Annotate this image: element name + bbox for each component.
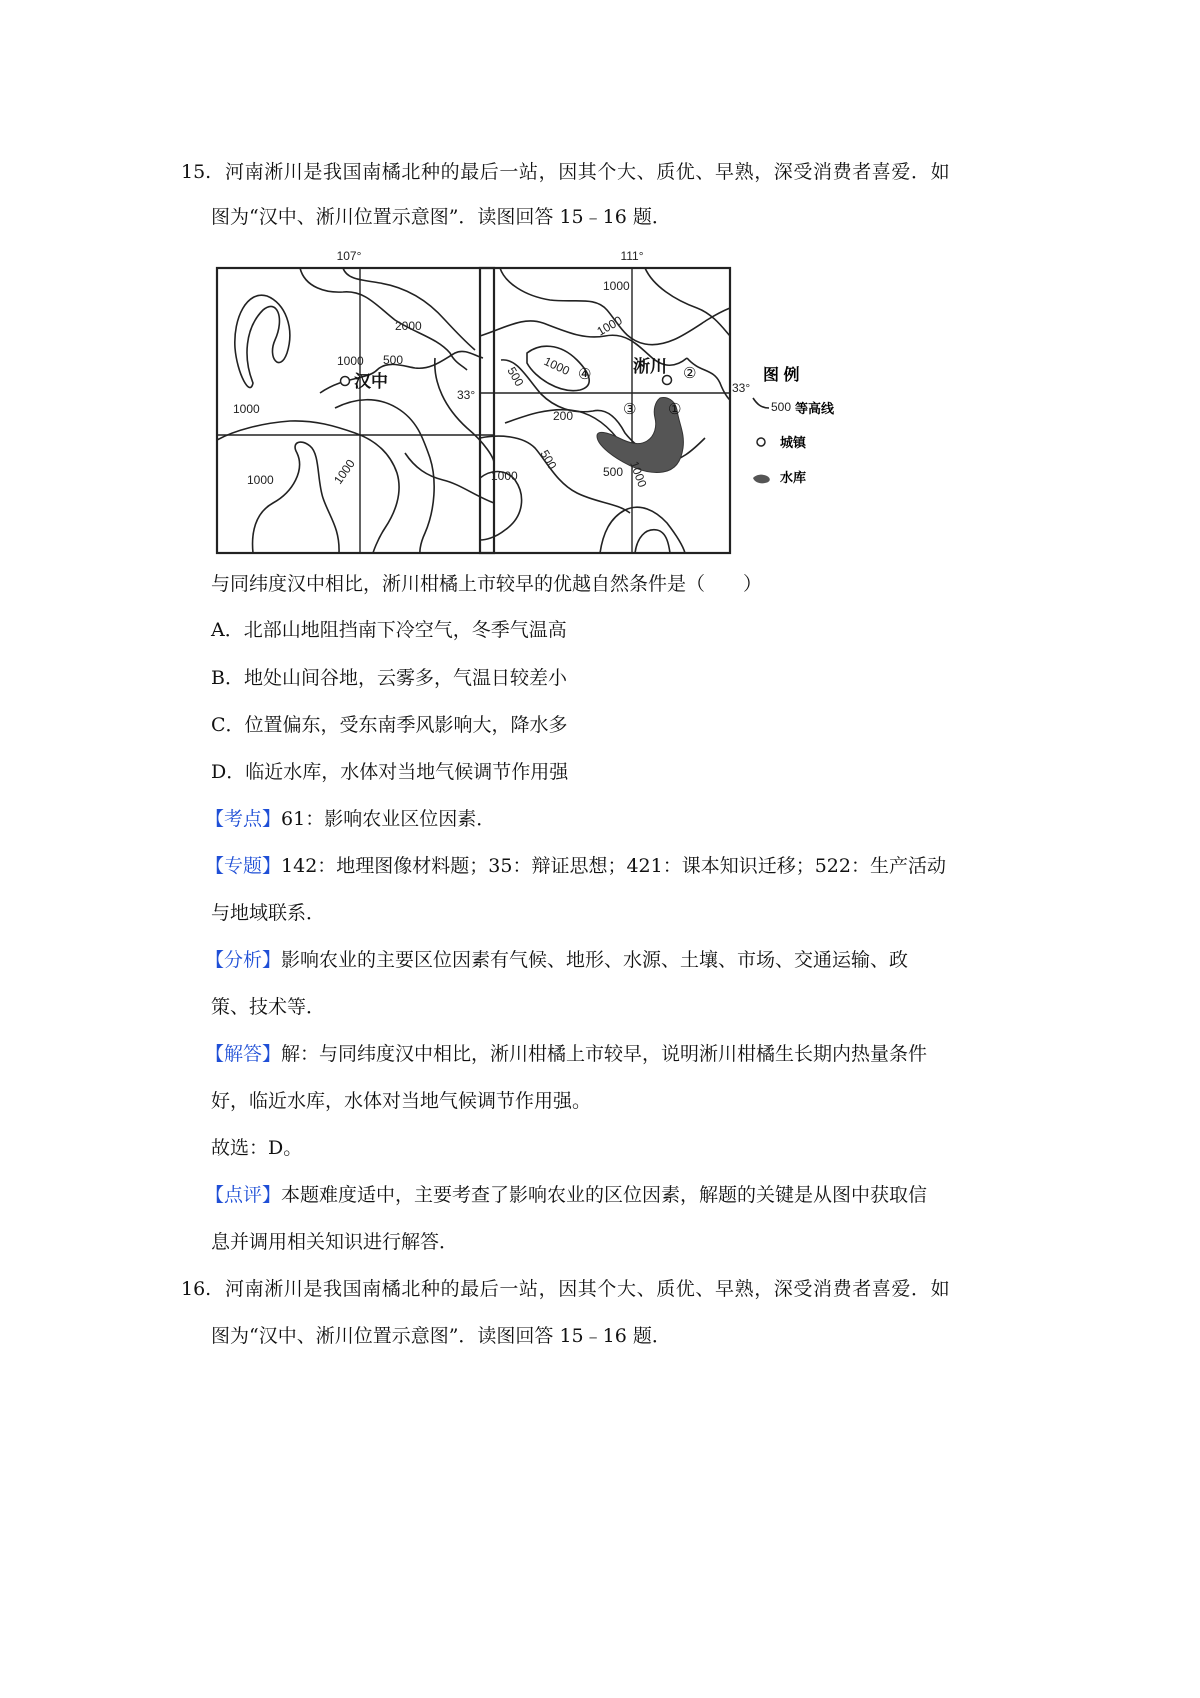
right-label-1000-d: 1000 bbox=[491, 469, 518, 483]
q16-number: 16. bbox=[181, 1278, 212, 1300]
right-contour-1000-topright bbox=[645, 268, 730, 336]
left-label-1000-c: 1000 bbox=[247, 473, 274, 487]
q15-question: 与同纬度汉中相比，淅川柑橘上市较早的优越自然条件是（ ） bbox=[211, 573, 763, 595]
q15-option-d: D．临近水库，水体对当地气候调节作用强 bbox=[211, 761, 569, 783]
right-label-500-b: 500 bbox=[537, 447, 560, 472]
kaodian-tag: 【考点】 bbox=[205, 808, 282, 830]
legend-reservoir-label: 水库 bbox=[780, 470, 807, 485]
legend-town-icon bbox=[757, 438, 765, 446]
left-label-500: 500 bbox=[383, 353, 404, 367]
legend-reservoir-icon bbox=[753, 475, 770, 484]
q15-number: 15. bbox=[181, 161, 212, 183]
right-label-1000-c: 1000 bbox=[541, 354, 572, 379]
q15-option-a: A．北部山地阻挡南下冷空气，冬季气温高 bbox=[211, 619, 567, 641]
legend-contour-label: 等高线 bbox=[795, 401, 835, 416]
hanzhong-label: 汉中 bbox=[354, 372, 388, 391]
right-label-1000-a: 1000 bbox=[603, 279, 630, 293]
marker-3: ③ bbox=[623, 401, 637, 418]
jieda-text-line1: 解：与同纬度汉中相比，淅川柑橘上市较早，说明淅川柑橘生长期内热量条件 bbox=[281, 1043, 928, 1065]
kaodian-text: 61：影响农业区位因素． bbox=[281, 808, 496, 830]
xichuan-town-icon bbox=[663, 376, 672, 385]
left-longitude-label: 107° bbox=[336, 249, 362, 263]
right-label-500-a: 500 bbox=[504, 364, 527, 389]
q16-stem-line2: 图为“汉中、淅川位置示意图”．读图回答 15﹣16 题． bbox=[211, 1325, 671, 1347]
jieda-text-line2: 好，临近水库，水体对当地气候调节作用强。 bbox=[211, 1090, 592, 1112]
left-label-2000: 2000 bbox=[395, 319, 422, 333]
q15-option-b: B．地处山间谷地，云雾多，气温日较差小 bbox=[211, 667, 567, 689]
dianping-section bbox=[205, 1181, 927, 1209]
marker-4: ④ bbox=[578, 366, 592, 383]
fenxi-text-line1: 影响农业的主要区位因素有气候、地形、水源、土壤、市场、交通运输、政 bbox=[281, 949, 909, 971]
dianping-text-line1: 本题难度适中，主要考查了影响农业的区位因素，解题的关键是从图中获取信 bbox=[281, 1184, 928, 1206]
jieda-section bbox=[205, 1040, 927, 1068]
hanzhong-town-icon bbox=[341, 377, 350, 386]
xichuan-map bbox=[457, 249, 750, 553]
left-label-1000-a: 1000 bbox=[337, 354, 364, 368]
right-contour-500-c bbox=[600, 507, 685, 553]
left-label-1000-d: 1000 bbox=[330, 456, 358, 487]
q15-stem-line1: 河南淅川是我国南橘北种的最后一站，因其个大、质优、早熟，深受消费者喜爱．如 bbox=[225, 161, 951, 183]
legend-contour-value: 500 bbox=[771, 400, 792, 414]
location-map-figure bbox=[205, 248, 905, 560]
legend-contour-icon bbox=[753, 398, 769, 408]
zhuanti-text-line1: 142：地理图像材料题；35：辩证思想；421：课本知识迁移；522：生产活动 bbox=[281, 855, 946, 877]
right-label-1000-b: 1000 bbox=[594, 313, 625, 339]
map-legend bbox=[753, 365, 835, 485]
left-contour-closed bbox=[235, 295, 290, 387]
marker-2: ② bbox=[683, 365, 697, 382]
zhuanti-tag: 【专题】 bbox=[205, 855, 282, 877]
q16-stem-line1: 河南淅川是我国南橘北种的最后一站，因其个大、质优、早熟，深受消费者喜爱．如 bbox=[225, 1278, 951, 1300]
hanzhong-map bbox=[217, 249, 494, 553]
right-label-1000-e: 1000 bbox=[627, 459, 650, 490]
right-latitude-label-right: 33° bbox=[732, 381, 751, 395]
q15-stem-line2: 图为“汉中、淅川位置示意图”．读图回答 15﹣16 题． bbox=[211, 206, 671, 228]
left-contour-500 bbox=[435, 358, 494, 463]
right-latitude-label-left: 33° bbox=[457, 388, 476, 402]
fenxi-tag: 【分析】 bbox=[205, 949, 282, 971]
q15-option-c: C．位置偏东，受东南季风影响大，降水多 bbox=[211, 714, 568, 736]
left-contour-1000-bottom bbox=[253, 442, 340, 553]
zhuanti-section bbox=[205, 852, 946, 880]
right-label-500-c: 500 bbox=[603, 465, 624, 479]
legend-town-label: 城镇 bbox=[780, 435, 807, 450]
left-label-1000-b: 1000 bbox=[233, 402, 260, 416]
legend-title: 图 例 bbox=[763, 367, 800, 384]
answer-text: 故选：D。 bbox=[211, 1137, 303, 1159]
right-longitude-label: 111° bbox=[620, 249, 644, 263]
left-contour-2000-b bbox=[343, 268, 475, 350]
right-contour-1000-bottom bbox=[635, 530, 670, 553]
left-contour-1000-mid bbox=[217, 421, 399, 553]
fenxi-text-line2: 策、技术等． bbox=[211, 996, 326, 1018]
dianping-text-line2: 息并调用相关知识进行解答． bbox=[211, 1231, 459, 1253]
dianping-tag: 【点评】 bbox=[205, 1184, 282, 1206]
right-label-200: 200 bbox=[553, 409, 574, 423]
zhuanti-text-line2: 与地域联系． bbox=[211, 902, 326, 924]
right-map-frame bbox=[480, 268, 730, 553]
fenxi-section bbox=[205, 946, 908, 974]
marker-1: ① bbox=[668, 401, 682, 418]
jieda-tag: 【解答】 bbox=[205, 1043, 282, 1065]
xichuan-label: 淅川 bbox=[633, 357, 667, 376]
kaodian-section bbox=[205, 805, 495, 833]
